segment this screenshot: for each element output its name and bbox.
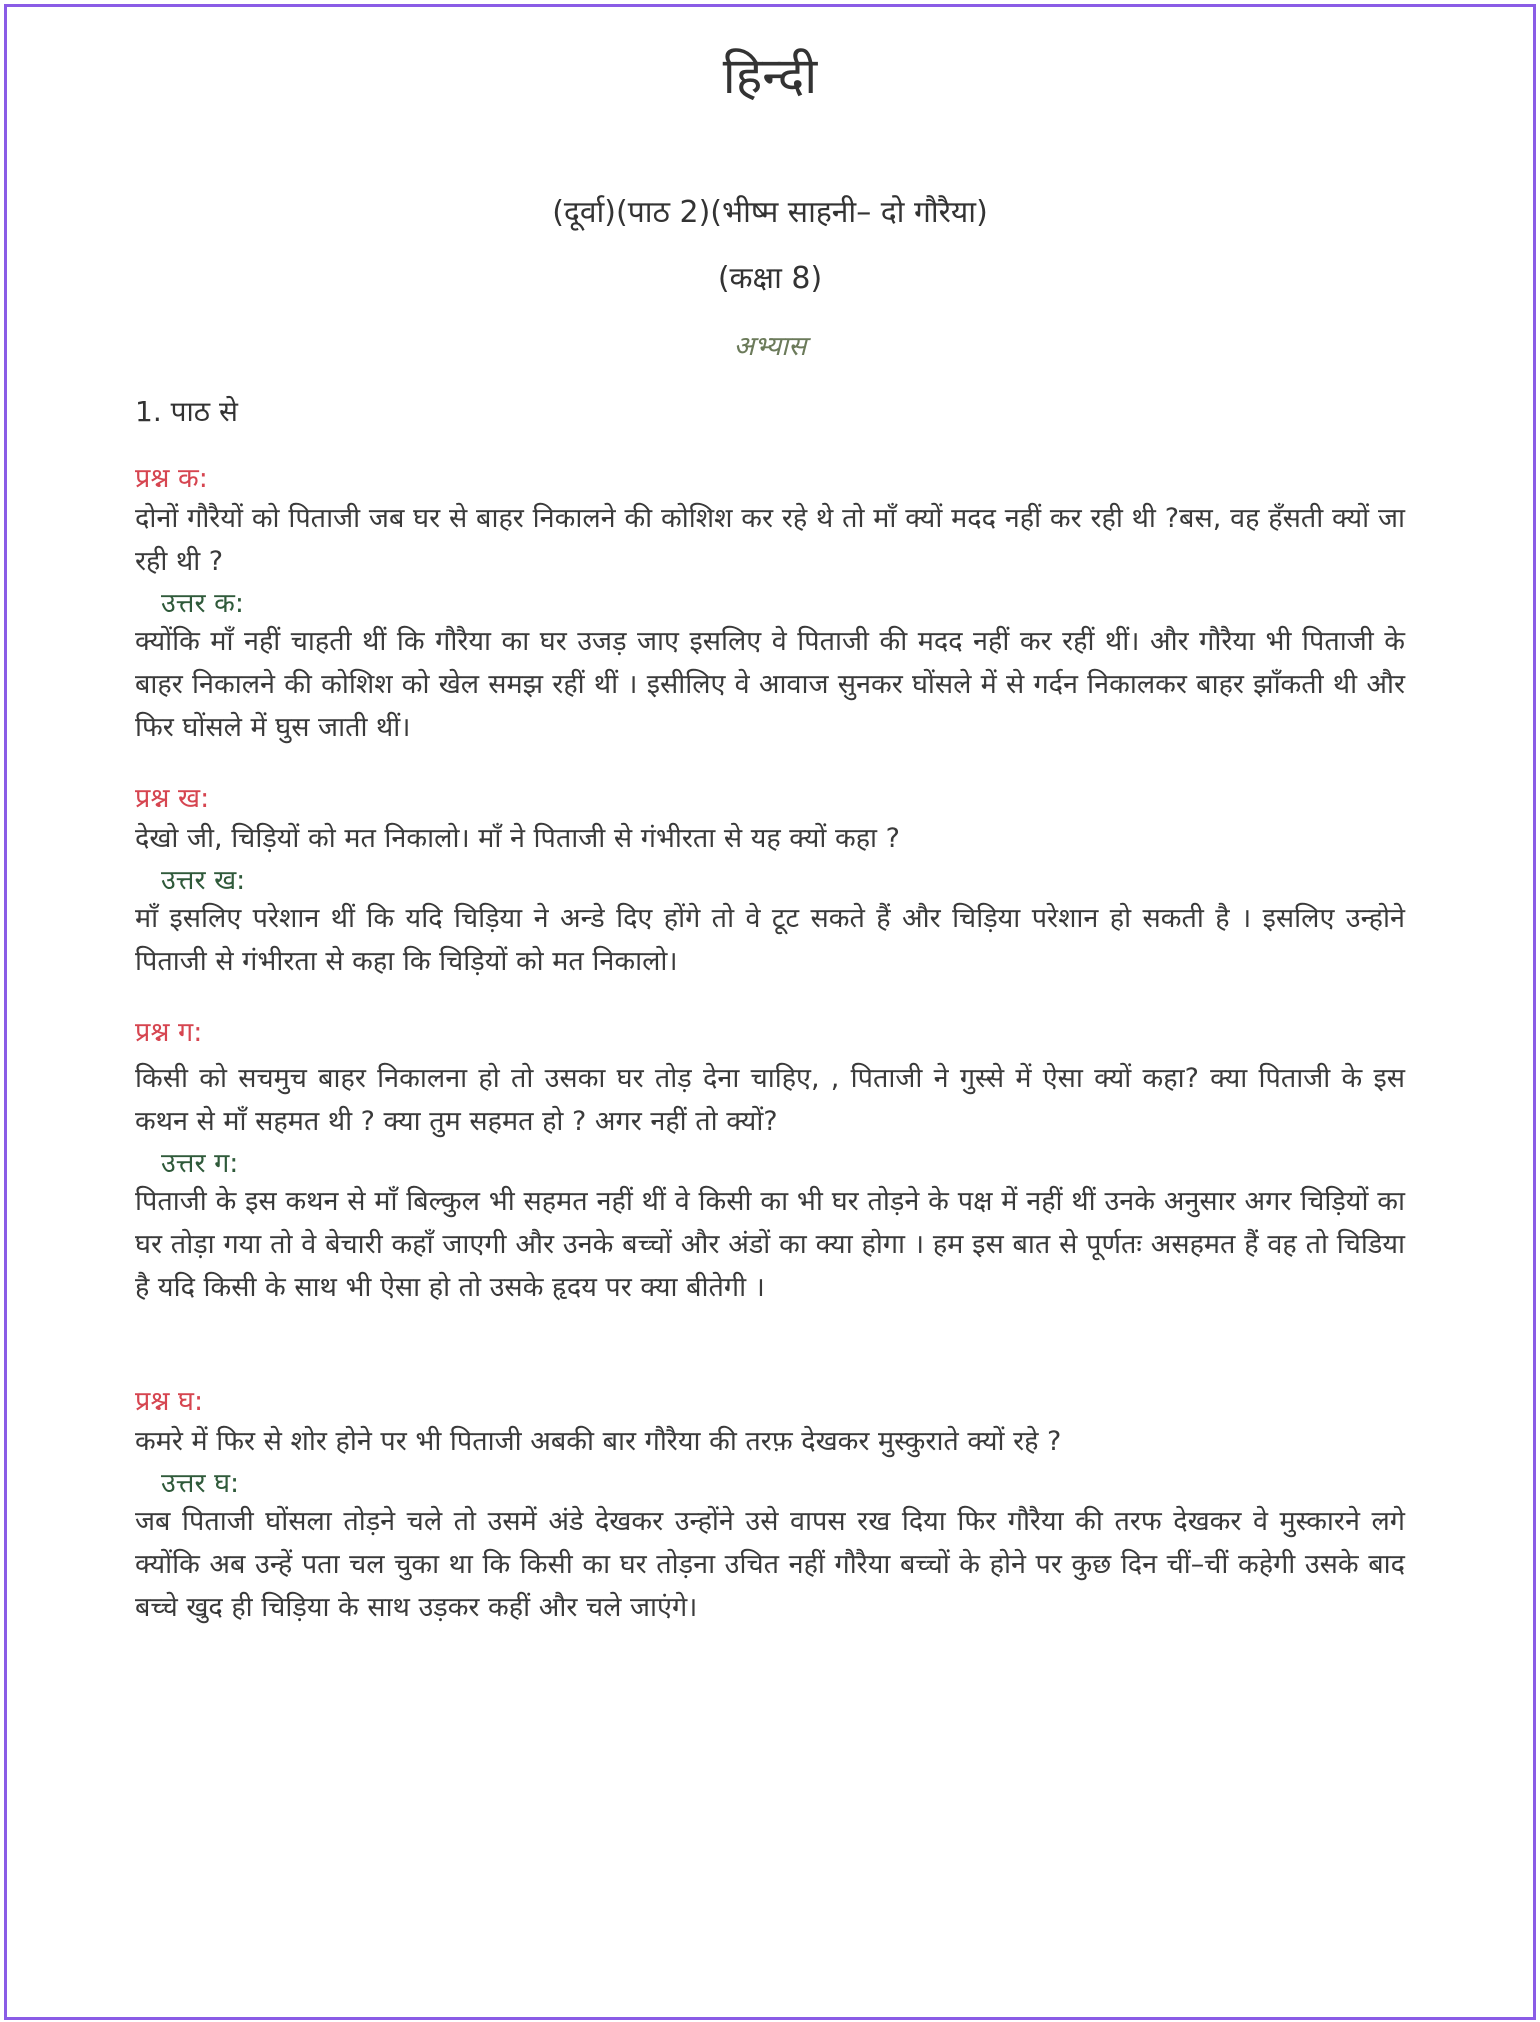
answer-text: क्योंकि माँ नहीं चाहती थीं कि गौरैया का घर उजड़ जाए इसलिए वे पिताजी की मदद नहीं कर रहीं थीं। और गौरैया भी पिताजी के बाहर निकालने की कोशिश को खेल समझ रहीं थीं । इसीलिए वे आवाज सुनकर घोंसले में से गर्दन निकालकर बाहर झाँकती थी और फिर घोंसले में घुस जाती थीं।	[135, 626, 1405, 743]
answer-text: माँ इसलिए परेशान थीं कि यदि चिड़िया ने अन्डे दिए होंगे तो वे टूट सकते हैं और चिड़िया परेशान हो सकती है । इसलिए उन्होने पिताजी से गंभीरता से कहा कि चिड़ियों को मत निकालो।	[135, 903, 1405, 977]
section-title: 1. पाठ से	[135, 395, 238, 428]
question-label: प्रश्न घ:	[135, 1386, 204, 1417]
qa-block-1	[135, 458, 1405, 749]
answer-label: उत्तर क:	[161, 588, 244, 619]
class-label: (कक्षा 8)	[717, 261, 823, 296]
question-label: प्रश्न ग:	[135, 1017, 203, 1048]
answer-label: उत्तर ग:	[161, 1148, 239, 1179]
question-text: देखो जी, चिड़ियों को मत निकालो। माँ ने पिताजी से गंभीरता से यह क्यों कहा ?	[135, 823, 900, 854]
question-text: कमरे में फिर से शोर होने पर भी पिताजी अबकी बार गौरैया की तरफ़ देखकर मुस्कुराते क्यों रहे ?	[135, 1426, 1062, 1457]
answer-label: उत्तर ख:	[161, 865, 246, 896]
question-text: किसी को सचमुच बाहर निकालना हो तो उसका घर तोड़ देना चाहिए, , पिताजी ने गुस्से में ऐसा क्यों कहा? क्या पिताजी के इस कथन से माँ सहमत थी ? क्या तुम सहमत हो ? अगर नहीं तो क्यों?	[135, 1063, 1405, 1137]
answer-text: पिताजी के इस कथन से माँ बिल्कुल भी सहमत नहीं थीं वे किसी का भी घर तोड़ने के पक्ष में नहीं थीं उनके अनुसार अगर चिड़ियों का घर तोड़ा गया तो वे बेचारी कहाँ जाएगी और उनके बच्चों और अंडों का क्या होगा । हम इस बात से पूर्णतः असहमत हैं वह तो चिडिया है यदि किसी के साथ भी ऐसा हो तो उसके हृदय पर क्या बीतेगी ।	[135, 1186, 1405, 1303]
question-label: प्रश्न क:	[135, 463, 208, 494]
page-title: हिन्दी	[722, 47, 818, 105]
qa-block-3	[135, 1012, 1405, 1309]
answer-label: उत्तर घ:	[161, 1468, 240, 1499]
exercise-heading: अभ्यास	[733, 331, 807, 362]
answer-text: जब पिताजी घोंसला तोड़ने चले तो उसमें अंडे देखकर उन्होंने उसे वापस रख दिया फिर गौरैया की तरफ देखकर वे मुस्कारने लगे क्योंकि अब उन्हें पता चल चुका था कि किसी का घर तोड़ना उचित नहीं गौरैया बच्चों के होने पर कुछ दिन चीं–चीं कहेगी उसके बाद बच्चे खुद ही चिड़िया के साथ उड़कर कहीं और चले जाएंगे।	[135, 1506, 1405, 1623]
question-label: प्रश्न ख:	[135, 783, 210, 814]
chapter-subtitle: (दूर्वा)(पाठ 2)(भीष्म साहनी– दो गौरैया)	[552, 195, 988, 230]
qa-block-2	[135, 778, 1405, 983]
qa-block-4	[135, 1381, 1405, 1629]
question-text: दोनों गौरैयों को पिताजी जब घर से बाहर निकालने की कोशिश कर रहे थे तो माँ क्यों मदद नहीं कर रही थी ?बस, वह हँसती क्यों जा रही थी ?	[135, 503, 1405, 577]
